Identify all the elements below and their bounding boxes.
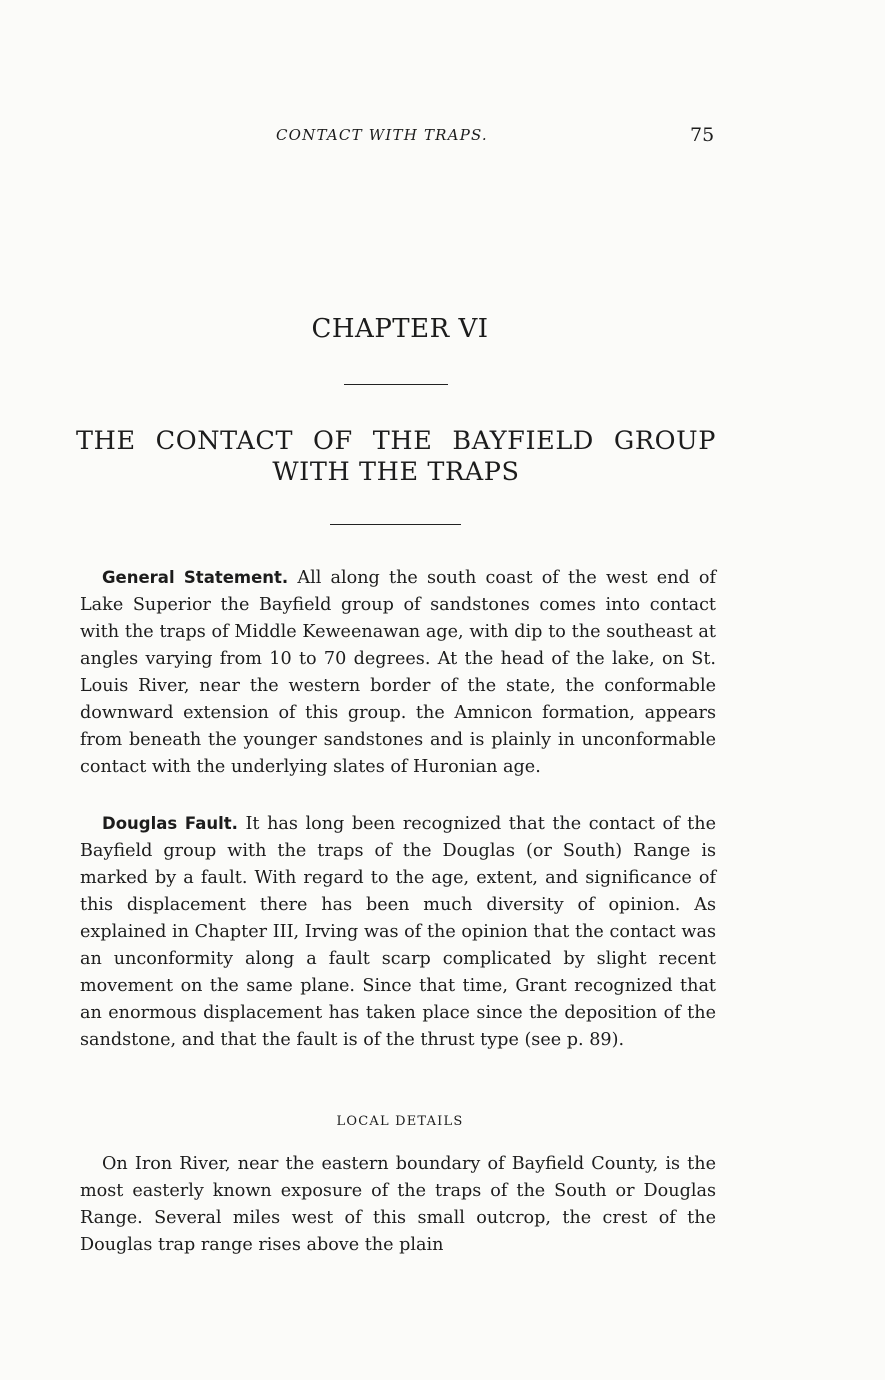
section-heading: LOCAL DETAILS <box>336 1114 464 1129</box>
run-in-heading: General Statement. <box>102 568 289 587</box>
divider-rule <box>330 524 461 525</box>
chapter-heading: CHAPTER VI <box>311 314 489 344</box>
paragraph-text: On Iron River, near the eastern boundary of Bayfield County, is the most easterly known exposure of the traps of the South or Douglas Range. Several miles west of this small outcrop, the crest of the Douglas trap range rises above the plain <box>80 1154 716 1255</box>
body-paragraph <box>80 1151 716 1259</box>
paragraph-text: It has long been recognized that the contact of the Bayfield group with the traps of the Douglas (or South) Range is marked by a fault. With regard to the age, extent, and significance of this displacement there has been much diversity of opinion. As explained in Chapter III, Irving was of the opinion that the contact was an unconformity along a fault scarp complicated by slight recent movement on the same plane. Since that time, Grant recognized that an enormous displacement has taken place since the deposition of the sandstone, and that the fault is of the thrust type (see p. 89). <box>80 814 716 1050</box>
running-head <box>0 126 885 150</box>
body-paragraph <box>80 564 716 781</box>
running-title: CONTACT WITH TRAPS. <box>276 126 488 144</box>
paragraph-text: All along the south coast of the west end of Lake Superior the Bayfield group of sandstones comes into contact with the traps of Middle Keweenawan age, with dip to the southeast at angles varying from 10 to 70 degrees. At the head of the lake, on St. Louis River, near the western border of the state, the conformable downward extension of this group. the Amnicon formation, appears from beneath the younger sandstones and is plainly in unconformable contact with the underlying slates of Huronian age. <box>80 568 716 777</box>
divider-rule <box>344 384 448 385</box>
chapter-title-line: WITH THE TRAPS <box>272 457 520 487</box>
run-in-heading: Douglas Fault. <box>102 814 238 833</box>
page-number: 75 <box>690 124 715 146</box>
chapter-title-line: THE CONTACT OF THE BAYFIELD GROUP <box>76 426 716 456</box>
body-paragraph <box>80 810 716 1054</box>
chapter-title <box>76 426 716 488</box>
